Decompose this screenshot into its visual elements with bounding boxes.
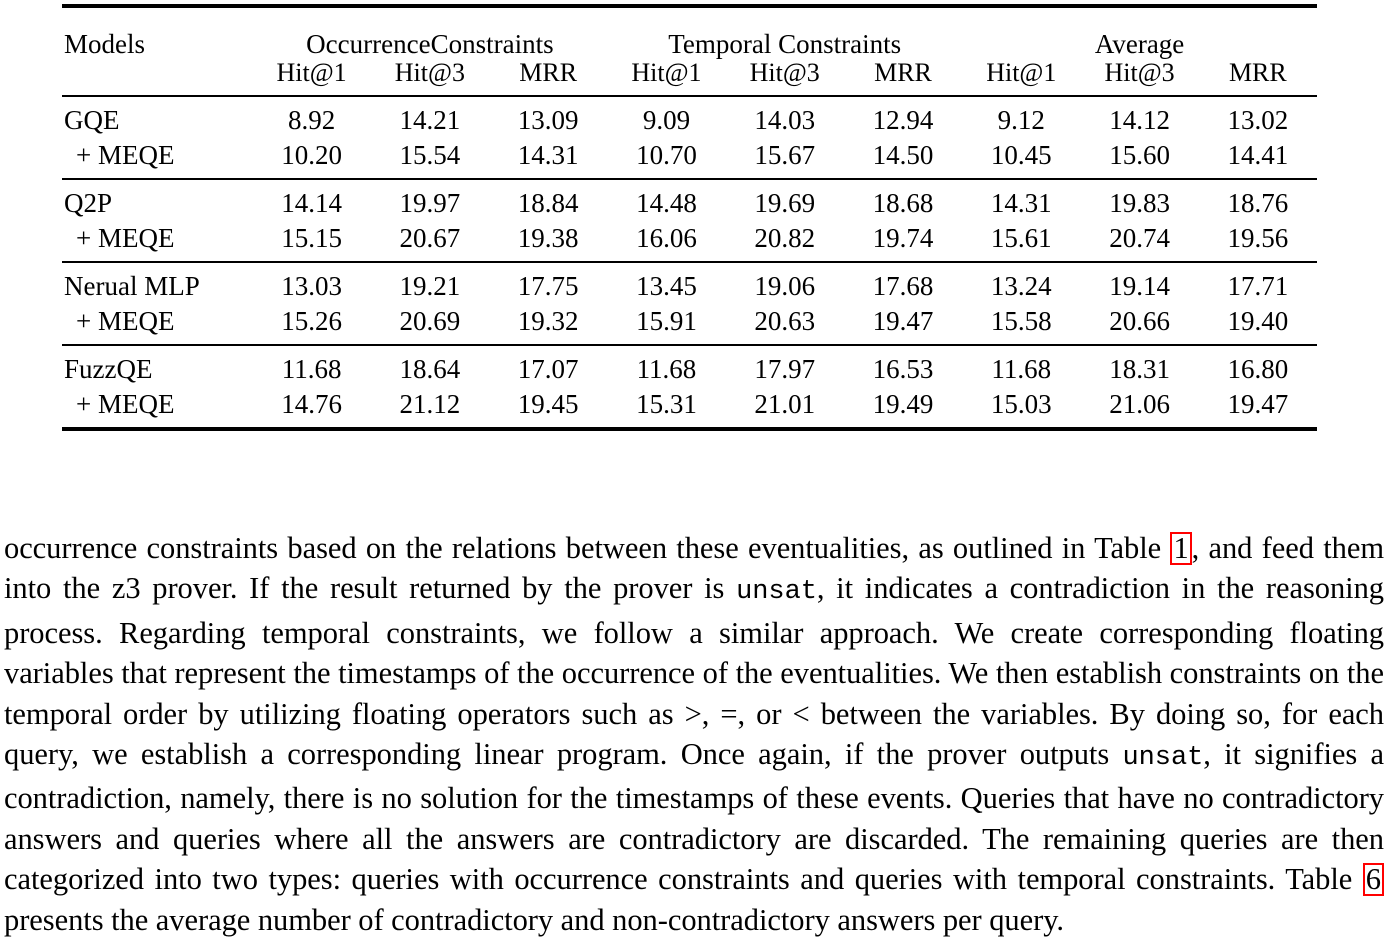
cell-value: 14.48 [636,188,697,218]
cell-value: 20.82 [754,223,816,253]
cell-value: 15.60 [1109,140,1170,170]
cell-value: 15.67 [754,140,816,170]
cell-value: 18.31 [1109,354,1170,384]
cell-value: 16.53 [872,354,934,384]
cell-value: 18.76 [1227,188,1289,218]
table-rule-bottom [62,429,1317,431]
column-header-avg-hit3: Hit@3 [1104,58,1175,87]
paragraph-segment: , it indicates a contradiction in the reasoning process. Regarding temporal constraints, we follow a similar approach. We create corresponding floating variables that represent the timestamps of the occurrence of the eventualities. We then establish constraints on the temporal order by utilizing floating operators such as >, =, or < between the variables. By doing so, for each query, we establish a corresponding linear program. Once again, if the prover outputs [4,571,1384,772]
table-row [62,346,1317,385]
table-reference-link-6[interactable]: 6 [1363,863,1384,896]
model-name: GQE [64,105,120,135]
column-header-occ-hit3: Hit@3 [394,58,465,87]
code-token-unsat-2: unsat [1122,743,1204,774]
cell-value: 19.69 [754,188,816,218]
cell-value: 15.58 [990,306,1052,336]
table-reference-link-1[interactable]: 1 [1170,532,1191,565]
table-row [62,385,1317,429]
cell-value: 14.50 [872,140,934,170]
cell-value: 13.24 [990,271,1052,301]
group-header-temporal: Temporal Constraints [668,29,902,59]
cell-value: 14.41 [1227,140,1289,170]
table-row [62,219,1317,262]
column-header-temp-mrr: MRR [874,58,932,87]
cell-value: 19.21 [399,271,461,301]
cell-value: 15.26 [281,306,342,336]
table-row [62,180,1317,219]
cell-value: 11.68 [636,354,697,384]
cell-value: 10.70 [636,140,697,170]
cell-value: 21.01 [754,389,816,419]
model-name: + MEQE [76,389,175,419]
cell-value: 19.47 [872,306,934,336]
code-token-unsat-1: unsat [736,577,817,608]
cell-value: 9.12 [997,105,1045,135]
model-name: + MEQE [76,223,175,253]
table-row [62,302,1317,345]
cell-value: 20.67 [399,223,461,253]
results-table [62,4,1317,431]
cell-value: 15.91 [636,306,697,336]
cell-value: 10.45 [990,140,1052,170]
paragraph-segment: , and feed them into the z3 prover. If the result returned by the prover is [4,531,1384,606]
cell-value: 19.56 [1227,223,1289,253]
cell-value: 15.15 [281,223,342,253]
cell-value: 18.84 [517,188,579,218]
paragraph-segment: presents the average number of contradictory and non-contradictory answers per query. [4,902,1065,937]
cell-value: 17.68 [872,271,934,301]
table-row [62,97,1317,136]
cell-value: 14.76 [281,389,342,419]
cell-value: 19.38 [517,223,579,253]
results-table-container [62,4,1317,431]
group-header-average: Average [1094,29,1185,59]
cell-value: 20.66 [1109,306,1170,336]
cell-value: 19.47 [1227,389,1289,419]
column-header-avg-mrr: MRR [1228,58,1287,87]
cell-value: 19.40 [1227,306,1289,336]
cell-value: 14.31 [990,188,1052,218]
cell-value: 14.14 [281,188,342,218]
cell-value: 17.71 [1227,271,1289,301]
cell-value: 8.92 [287,105,336,135]
cell-value: 18.68 [872,188,934,218]
cell-value: 19.32 [517,306,579,336]
table-group-header-row [62,8,1317,59]
cell-value: 19.45 [517,389,579,419]
column-header-occ-hit1: Hit@1 [276,58,347,87]
cell-value: 11.68 [991,354,1052,384]
cell-value: 10.20 [281,140,342,170]
model-name: + MEQE [76,140,175,170]
cell-value: 19.49 [872,389,934,419]
model-name: + MEQE [76,306,175,336]
body-paragraph [4,528,1384,940]
cell-value: 20.74 [1109,223,1170,253]
cell-value: 17.07 [517,354,579,384]
cell-value: 19.97 [399,188,461,218]
table-row [62,263,1317,302]
model-name: FuzzQE [64,354,153,384]
cell-value: 15.03 [990,389,1052,419]
column-header-avg-hit1: Hit@1 [986,58,1057,87]
cell-value: 13.02 [1227,105,1289,135]
cell-value: 15.61 [990,223,1052,253]
cell-value: 9.09 [642,105,691,135]
column-header-models: Models [64,29,145,59]
cell-value: 20.63 [754,306,816,336]
cell-value: 15.54 [399,140,461,170]
paragraph-segment: , it signifies a contradiction, namely, there is no solution for the timestamps of these events. Queries that have no contradictory answers and queries where all the answers are contradictory are discarded. The remaining queries are then categorized into two types: queries with occurrence constraints and queries with temporal constraints. Table [4,737,1384,897]
cell-value: 17.97 [754,354,816,384]
cell-value: 16.80 [1227,354,1289,384]
cell-value: 13.09 [517,105,579,135]
cell-value: 14.03 [754,105,816,135]
cell-value: 19.06 [754,271,816,301]
cell-value: 19.14 [1109,271,1170,301]
paragraph-text [4,528,1384,940]
column-header-temp-hit3: Hit@3 [749,58,820,87]
paragraph-segment: occurrence constraints based on the relations between these eventualities, as outlined in Table [4,531,1171,565]
cell-value: 21.12 [399,389,461,419]
cell-value: 13.03 [281,271,342,301]
table-row [62,136,1317,179]
cell-value: 11.68 [281,354,342,384]
cell-value: 15.31 [636,389,697,419]
cell-value: 14.21 [399,105,461,135]
cell-value: 13.45 [636,271,697,301]
group-header-occurrence: OccurrenceConstraints [306,29,554,59]
cell-value: 21.06 [1109,389,1170,419]
model-name: Nerual MLP [64,271,200,301]
cell-value: 19.83 [1109,188,1170,218]
cell-value: 20.69 [399,306,461,336]
column-header-occ-mrr: MRR [519,58,578,87]
cell-value: 14.12 [1109,105,1170,135]
model-name: Q2P [64,188,113,218]
cell-value: 12.94 [872,105,934,135]
cell-value: 16.06 [636,223,697,253]
column-header-temp-hit1: Hit@1 [631,58,702,87]
cell-value: 18.64 [399,354,461,384]
cell-value: 17.75 [517,271,579,301]
cell-value: 14.31 [517,140,579,170]
cell-value: 19.74 [872,223,934,253]
